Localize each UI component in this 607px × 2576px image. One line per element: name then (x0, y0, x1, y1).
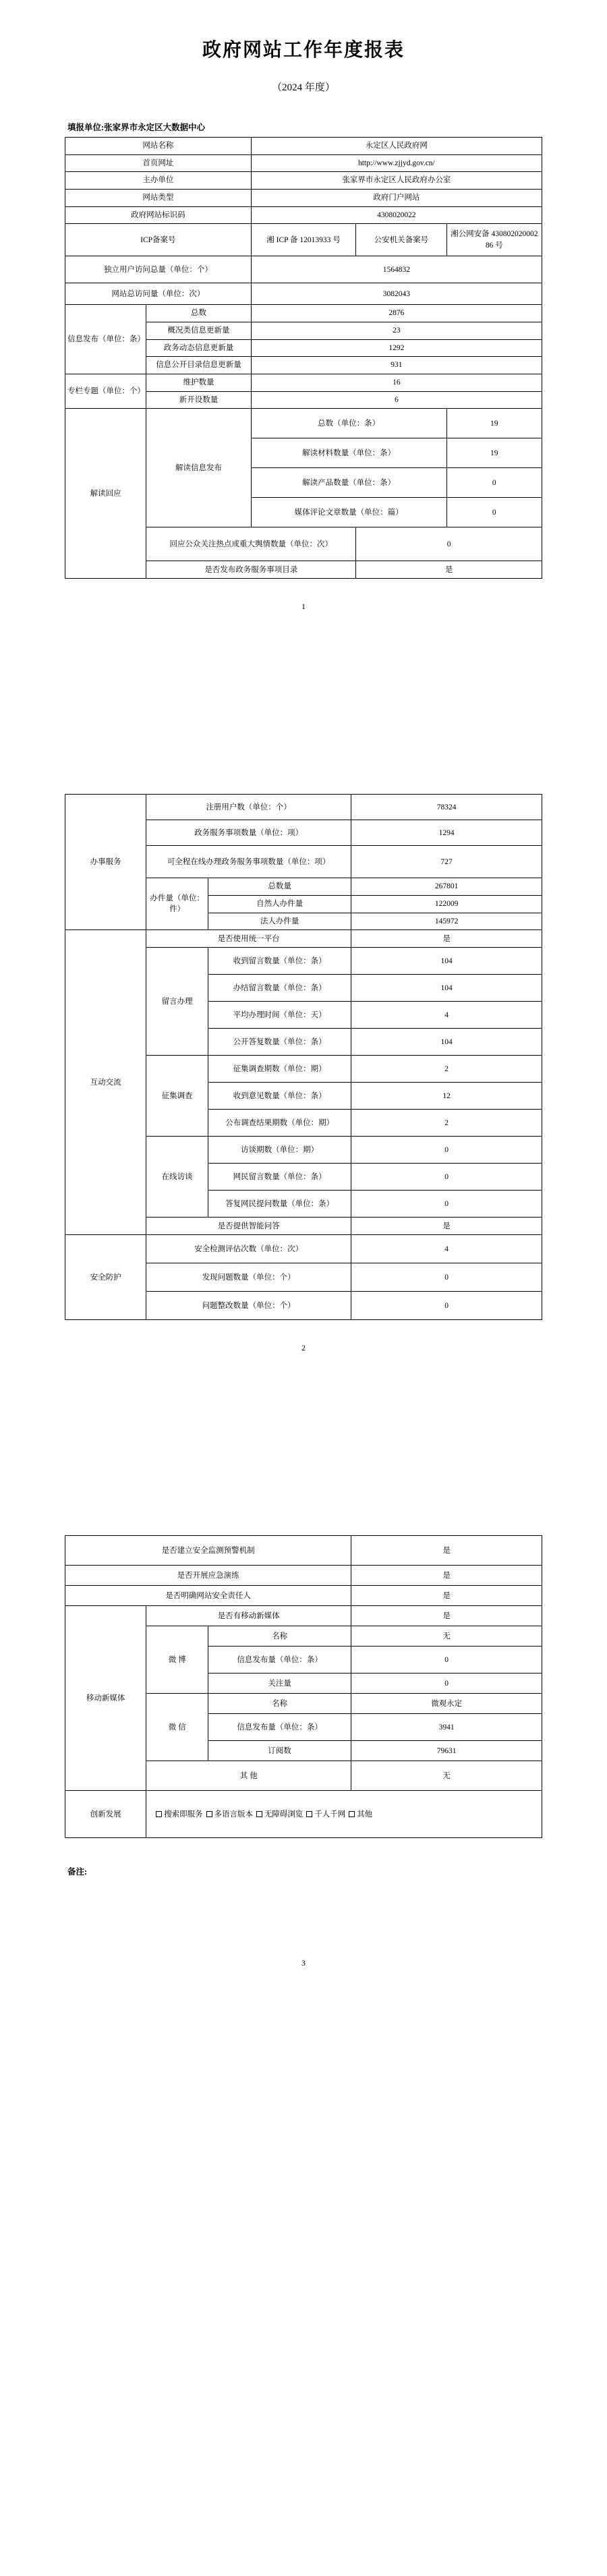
table-row (65, 190, 542, 207)
row-label: 信息发布量（单位：条） (208, 1714, 351, 1741)
row-value: 张家界市永定区人民政府办公室 (251, 172, 542, 190)
page-number: 2 (301, 1343, 306, 1353)
row-value: 0 (351, 1292, 542, 1320)
row-label: 政务服务事项数量（单位：项） (146, 820, 351, 846)
row-value: http://www.zjjyd.gov.cn/ (251, 154, 542, 172)
row-value: 微观永定 (351, 1694, 542, 1714)
row-value: 0 (351, 1191, 542, 1218)
row-value: 3941 (351, 1714, 542, 1741)
innovation-option-accessibility[interactable]: 无障碍浏览 (256, 1809, 304, 1821)
group-label-media: 移动新媒体 (65, 1606, 146, 1791)
row-value: 0 (351, 1647, 542, 1673)
table-row (65, 1586, 542, 1606)
row-value: 0 (351, 1673, 542, 1694)
checkbox-icon[interactable] (156, 1811, 162, 1817)
page-2 (0, 713, 607, 1454)
smart-label: 是否提供智能问答 (146, 1218, 351, 1235)
row-value: 是 (351, 1586, 542, 1606)
innovation-options[interactable] (146, 1791, 542, 1838)
police-value: 湘公网安备 43080202000286 号 (446, 224, 542, 256)
row-value: 4 (351, 1235, 542, 1263)
row-label: 网站总访问量（单位：次） (65, 283, 252, 305)
row-label: 收到留言数量（单位：条） (208, 948, 351, 975)
group-label-security: 安全防护 (65, 1235, 146, 1320)
row-label: 信息发布量（单位：条） (208, 1647, 351, 1673)
row-label: 公布调查结果期数（单位：期） (208, 1110, 351, 1137)
row-label: 网站名称 (65, 138, 252, 155)
table-row (65, 138, 542, 155)
row-label: 维护数量 (146, 374, 252, 392)
page-number: 1 (301, 602, 306, 612)
table-row (65, 930, 542, 948)
catalog-value: 是 (356, 561, 542, 579)
group-label-columns: 专栏专题（单位：个） (65, 374, 146, 409)
document-subtitle: （2024 年度） (272, 82, 335, 93)
row-value: 6 (251, 391, 542, 409)
page-number: 3 (301, 1958, 306, 1968)
page-title: 政府网站工作年度报表 (202, 40, 405, 61)
row-label: 是否明确网站安全责任人 (65, 1586, 351, 1606)
row-label: 问题整改数量（单位：个） (146, 1292, 351, 1320)
row-label: 媒体评论文章数量（单位：篇） (251, 498, 446, 527)
group-label-interpretation: 解读回应 (65, 409, 146, 579)
row-label: 发现问题数量（单位：个） (146, 1263, 351, 1292)
row-label: 首页网址 (65, 154, 252, 172)
row-label: 政务动态信息更新量 (146, 339, 252, 357)
row-label: 主办单位 (65, 172, 252, 190)
row-value: 1294 (351, 820, 542, 846)
row-label: 办结留言数量（单位：条） (208, 975, 351, 1002)
reporting-unit-line: 填报单位:张家界市永定区大数据中心 (67, 123, 206, 132)
interpretation-response-value: 0 (356, 527, 542, 561)
innovation-option-personalized[interactable]: 千人千网 (306, 1809, 345, 1821)
table-row-innovation (65, 1791, 542, 1838)
row-value: 12 (351, 1083, 542, 1110)
row-label: 是否建立安全监测预警机制 (65, 1536, 351, 1566)
table-row (65, 305, 542, 322)
row-label: 平均办理时间（单位：天） (208, 1002, 351, 1029)
row-value: 19 (446, 409, 542, 438)
row-value: 727 (351, 846, 542, 878)
row-label: 注册用户数（单位：个） (146, 795, 351, 820)
row-value: 2876 (251, 305, 542, 322)
checkbox-icon[interactable] (306, 1811, 312, 1817)
icp-value: 湘 ICP 备 12013933 号 (251, 224, 356, 256)
row-label: 法人办件量 (208, 913, 351, 930)
row-value: 104 (351, 975, 542, 1002)
row-label: 网站类型 (65, 190, 252, 207)
row-label: 名称 (208, 1626, 351, 1647)
row-label: 公开答复数量（单位：条） (208, 1029, 351, 1056)
page-1 (0, 0, 607, 713)
report-table-page2 (65, 794, 542, 1320)
row-value: 4308020022 (251, 206, 542, 224)
page-3 (0, 1454, 607, 2009)
row-value: 0 (351, 1263, 542, 1292)
row-label: 收到意见数量（单位：条） (208, 1083, 351, 1110)
checkbox-icon[interactable] (206, 1811, 212, 1817)
checkbox-icon[interactable] (256, 1811, 262, 1817)
table-row (65, 1536, 542, 1566)
media-has-label: 是否有移动新媒体 (146, 1606, 351, 1626)
media-has-value: 是 (351, 1606, 542, 1626)
remark-label: 备注: (67, 1867, 88, 1877)
row-value: 2 (351, 1056, 542, 1083)
row-label: 可全程在线办理政务服务事项数量（单位：项） (146, 846, 351, 878)
row-label: 新开设数量 (146, 391, 252, 409)
table-row-icp (65, 224, 542, 256)
row-value: 79631 (351, 1741, 542, 1761)
table-row (65, 795, 542, 820)
online-label: 在线访谈 (146, 1137, 208, 1218)
survey-label: 征集调查 (146, 1056, 208, 1137)
media-other-label: 其 他 (146, 1761, 351, 1791)
interpretation-response-label: 回应公众关注热点或重大舆情数量（单位：次） (146, 527, 356, 561)
row-label: 访谈期数（单位：期） (208, 1137, 351, 1164)
row-label: 信息公开目录信息更新量 (146, 357, 252, 374)
unified-value: 是 (351, 930, 542, 948)
group-label-innovation: 创新发展 (65, 1791, 146, 1838)
table-row (65, 374, 542, 392)
row-value: 19 (446, 438, 542, 468)
innovation-option-other[interactable]: 其他 (349, 1809, 372, 1821)
row-label: 答复网民提问数量（单位：条） (208, 1191, 351, 1218)
row-value: 是 (351, 1536, 542, 1566)
row-label: 总数 (146, 305, 252, 322)
table-row (65, 256, 542, 283)
row-value: 104 (351, 1029, 542, 1056)
row-value: 16 (251, 374, 542, 392)
checkbox-icon[interactable] (349, 1811, 355, 1817)
row-label: 自然人办件量 (208, 896, 351, 913)
row-value: 1564832 (251, 256, 542, 283)
row-value: 931 (251, 357, 542, 374)
table-row (65, 172, 542, 190)
table-row (65, 1235, 542, 1263)
weibo-label: 微 博 (146, 1626, 208, 1694)
row-value: 145972 (351, 913, 542, 930)
row-value: 23 (251, 322, 542, 340)
message-label: 留言办理 (146, 948, 208, 1056)
interpretation-publish-label: 解读信息发布 (146, 409, 252, 527)
row-label: 总数（单位：条） (251, 409, 446, 438)
smart-value: 是 (351, 1218, 542, 1235)
table-row (65, 1606, 542, 1626)
group-label-service: 办事服务 (65, 795, 146, 930)
table-row (65, 154, 542, 172)
row-value: 无 (351, 1626, 542, 1647)
row-label: 征集调查期数（单位：期） (208, 1056, 351, 1083)
row-value: 104 (351, 948, 542, 975)
row-value: 0 (446, 498, 542, 527)
row-label: 是否开展应急演练 (65, 1566, 351, 1586)
group-label-interaction: 互动交流 (65, 930, 146, 1235)
weixin-label: 微 信 (146, 1694, 208, 1761)
row-label: 概况类信息更新量 (146, 322, 252, 340)
row-label: 解读材料数量（单位：条） (251, 438, 446, 468)
group-label-publish: 信息发布（单位：条） (65, 305, 146, 374)
row-label: 名称 (208, 1694, 351, 1714)
row-label: 网民留言数量（单位：条） (208, 1164, 351, 1191)
row-value: 3082043 (251, 283, 542, 305)
row-label: 安全检测评估次数（单位：次） (146, 1235, 351, 1263)
row-value: 2 (351, 1110, 542, 1137)
row-value: 267801 (351, 878, 542, 896)
row-value: 1292 (251, 339, 542, 357)
table-row (65, 283, 542, 305)
table-row (65, 1566, 542, 1586)
case-label: 办件量（单位：件） (146, 878, 208, 930)
row-label: 关注量 (208, 1673, 351, 1694)
catalog-label: 是否发布政务服务事项目录 (146, 561, 356, 579)
row-value: 0 (351, 1137, 542, 1164)
row-value: 是 (351, 1566, 542, 1586)
unified-label: 是否使用统一平台 (146, 930, 351, 948)
row-value: 78324 (351, 795, 542, 820)
row-value: 122009 (351, 896, 542, 913)
media-other-value: 无 (351, 1761, 542, 1791)
row-label: 独立用户访问总量（单位：个） (65, 256, 252, 283)
row-label: 总数量 (208, 878, 351, 896)
table-row (65, 206, 542, 224)
row-value: 0 (351, 1164, 542, 1191)
row-value: 永定区人民政府网 (251, 138, 542, 155)
report-table-page1 (65, 137, 542, 579)
innovation-option-multilang[interactable]: 多语言版本 (206, 1809, 254, 1821)
icp-label: ICP备案号 (65, 224, 252, 256)
report-table-page3 (65, 1535, 542, 1838)
row-label: 解读产品数量（单位：条） (251, 468, 446, 498)
police-label: 公安机关备案号 (356, 224, 446, 256)
row-value: 4 (351, 1002, 542, 1029)
innovation-option-search[interactable]: 搜索即服务 (156, 1809, 203, 1821)
row-label: 订阅数 (208, 1741, 351, 1761)
row-value: 政府门户网站 (251, 190, 542, 207)
row-label: 政府网站标识码 (65, 206, 252, 224)
table-row (65, 409, 542, 438)
row-value: 0 (446, 468, 542, 498)
